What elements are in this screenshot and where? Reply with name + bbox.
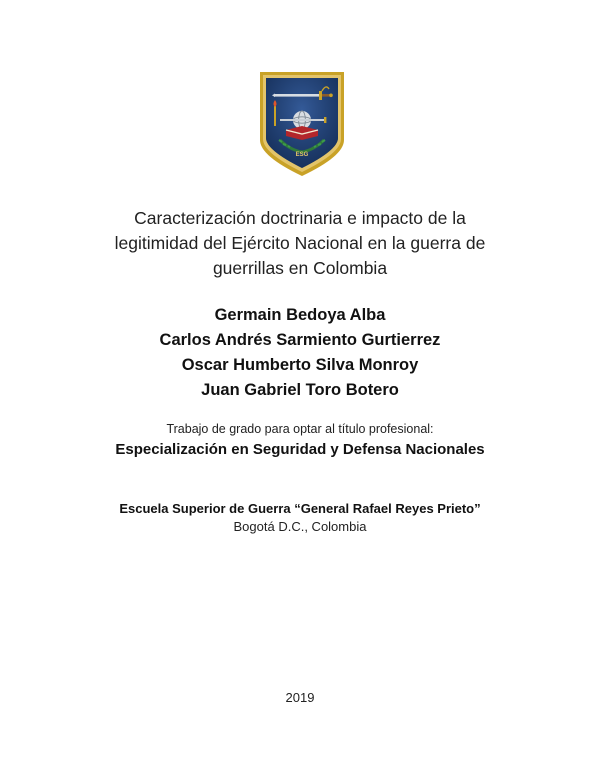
author-name: Carlos Andrés Sarmiento Gurtierrez (159, 331, 441, 349)
army-school-crest-icon (256, 70, 348, 178)
degree-name: Especialización en Seguridad y Defensa Nacionales (115, 441, 485, 458)
thesis-title-line: legitimidad del Ejército Nacional en la guerra de (114, 233, 486, 253)
author-name: Germain Bedoya Alba (214, 306, 386, 324)
publication-year: 2019 (285, 690, 315, 705)
author-name: Juan Gabriel Toro Botero (201, 381, 399, 399)
author-list (60, 303, 540, 403)
institution-name: Escuela Superior de Guerra “General Rafael Reyes Prieto” (119, 501, 481, 516)
thesis-title-line: Caracterización doctrinaria e impacto de la (134, 208, 466, 228)
degree-intro: Trabajo de grado para optar al título profesional: (166, 422, 434, 436)
institution-city: Bogotá D.C., Colombia (233, 519, 367, 534)
thesis-title (60, 206, 540, 281)
svg-text:ESG: ESG (295, 152, 309, 158)
author-name: Oscar Humberto Silva Monroy (181, 356, 419, 374)
thesis-title-line: guerrillas en Colombia (212, 258, 388, 278)
